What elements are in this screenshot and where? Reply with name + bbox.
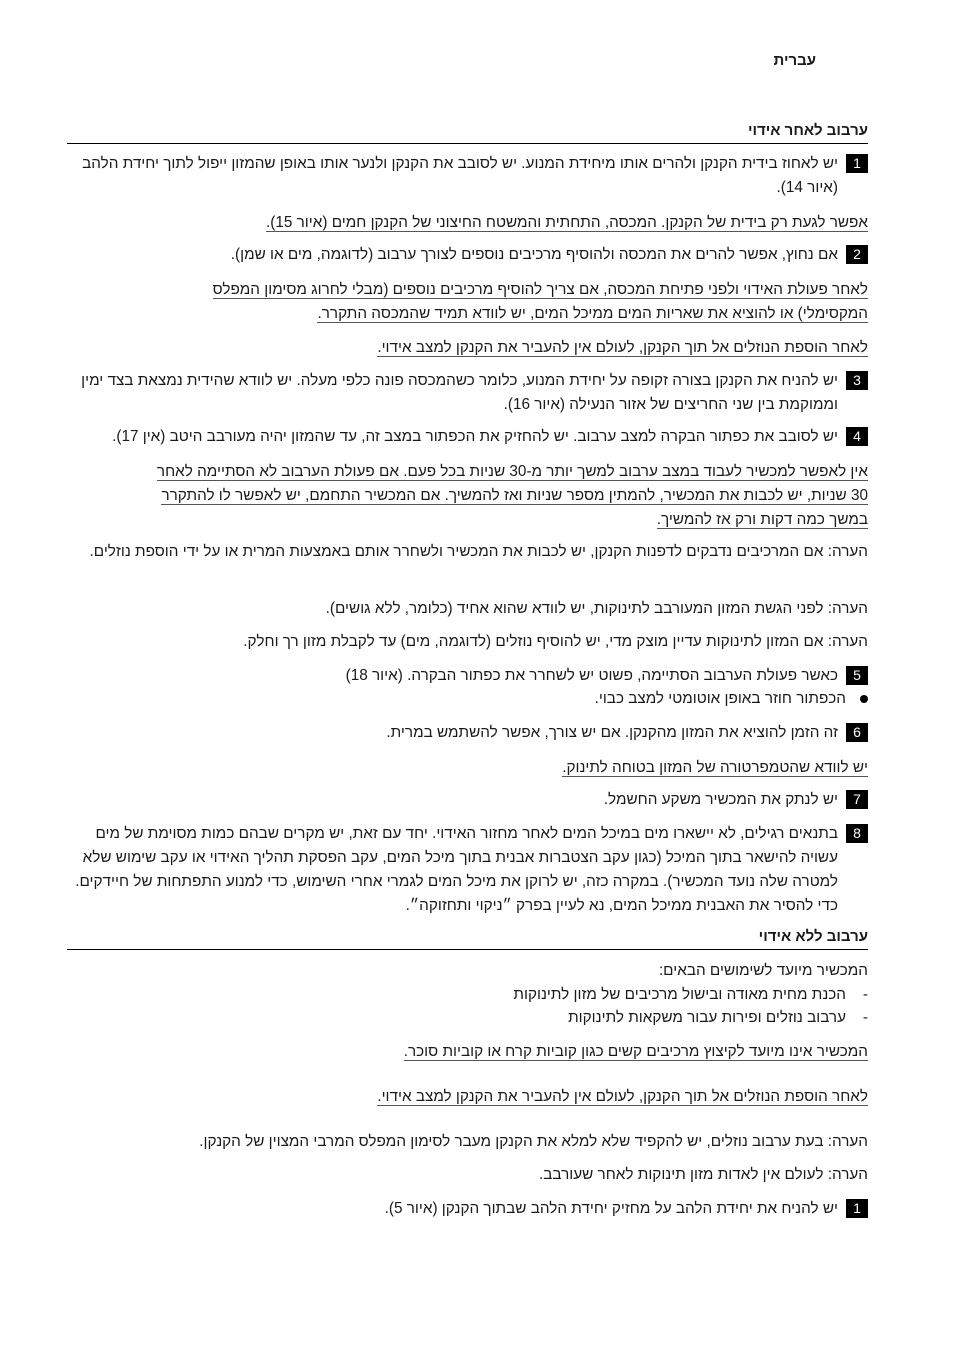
step-text: בתנאים רגילים, לא יישארו מים במיכל המים לאחר מחזור האידוי. יחד עם זאת, יש מקרים שבהם כמות מסוימת של מים עשויה להישאר בתוך המיכל (כגון עקב הצטברות אבנית בתוך מיכל המים, עקב הפסקת תהליך האידוי או עקב שימוש שלא למטרה שלה נועד המכשיר). במקרה כזה, יש לרוקן את מיכל המים לגמרי אחרי השימוש, כדי למנוע התפתחות של חיידקים. כדי להסיר את האבנית ממיכל המים, נא לעיין בפרק ״ניקוי ותחזוקה״. [75, 825, 838, 914]
warning: לאחר פעולת האידוי ולפני פתיחת המכסה, אם צריך להוסיף מרכיבים נוספים (מבלי לחרוג מסימון המפלס המקסימלי) או להוציא את שאריות המים ממיכל המים, יש לוודא תמיד שהמכסה התקרר. [212, 281, 868, 322]
step-3 [67, 369, 868, 417]
step-7 [67, 788, 868, 812]
step-number-badge: 2 [846, 245, 868, 264]
step-5 [67, 664, 868, 688]
warning: יש לוודא שהטמפרטורה של המזון בטוחה לתינוק. [562, 759, 868, 776]
note: הערה: לעולם אין לאדות מזון תינוקות לאחר שעורבב. [539, 1166, 868, 1183]
bullet-dot-icon [860, 695, 868, 703]
step-text: יש לאחוז בידית הקנקן ולהרים אותו מיחידת המנוע. יש לסובב את הקנקן ולנער אותו באופן שהמזון ייפול לתוך יחידת הלהב (איור 14). [82, 155, 838, 196]
warning: לאחר הוספת הנוזלים אל תוך הקנקן, לעולם אין להעביר את הקנקן למצב אידוי. [377, 339, 868, 356]
step-text: יש להניח את יחידת הלהב על מחזיק יחידת הלהב שבתוך הקנקן (איור 5). [384, 1200, 838, 1217]
step-1-blend [67, 1197, 868, 1221]
language-label: עברית [773, 52, 816, 69]
step-number-badge: 4 [846, 427, 868, 446]
warning: המכשיר אינו מיועד לקיצוץ מרכיבים קשים כגון קוביות קרח או קוביות סוכר. [403, 1043, 868, 1060]
warning: אפשר לגעת רק בידית של הקנקן. המכסה, התחתית והמשטח החיצוני של הקנקן חמים (איור 15). [266, 214, 868, 231]
note: הערה: אם המרכיבים נדבקים לדפנות הקנקן, יש לכבות את המכשיר ולשחרר אותם באמצעות המרית או על ידי הוספת נוזלים. [89, 543, 868, 560]
step-4 [67, 425, 868, 449]
step-text: כאשר פעולת הערבוב הסתיימה, פשוט יש לשחרר את כפתור הבקרה. (איור 18) [345, 667, 838, 684]
intro-text: המכשיר מיועד לשימושים הבאים: [658, 962, 868, 979]
step-text: אם נחוץ, אפשר להרים את המכסה ולהוסיף מרכיבים נוספים לצורך ערבוב (לדוגמה, מים או שמן). [230, 246, 838, 263]
note: הערה: בעת ערבוב נוזלים, יש להקפיד שלא למלא את הקנקן מעבר לסימון המפלס המרבי המצוין של הקנקן. [199, 1133, 868, 1150]
step-text: יש להניח את הקנקן בצורה זקופה על יחידת המנוע, כלומר כשהמכסה פונה כלפי מעלה. יש לוודא שהידית נמצאת בצד ימין וממוקמת בין שני החריצים של אזור הנעילה (איור 16). [81, 372, 838, 413]
step-number-badge: 3 [846, 371, 868, 390]
section-title-blending-after-steaming: ערבוב לאחר אידוי [67, 122, 868, 144]
section-title-blending-without-steaming: ערבוב ללא אידוי [67, 928, 868, 950]
bullet-item: הכפתור חוזר באופן אוטומטי למצב כבוי. [595, 688, 868, 710]
step-number-badge: 7 [846, 790, 868, 809]
list-item: -הכנת מחית מאודה ובישול מרכיבים של מזון לתינוקות [513, 986, 868, 1003]
step-2 [67, 243, 868, 267]
list-item: -ערבוב נוזלים ופירות עבור משקאות לתינוקות [568, 1009, 868, 1026]
step-1 [67, 152, 868, 200]
note: הערה: לפני הגשת המזון המעורבב לתינוקות, יש לוודא שהוא אחיד (כלומר, ללא גושים). [325, 600, 868, 617]
step-number-badge: 1 [846, 1199, 868, 1218]
step-text: זה הזמן להוציא את המזון מהקנקן. אם יש צורך, אפשר להשתמש במרית. [386, 724, 838, 741]
step-6 [67, 721, 868, 745]
step-8 [67, 822, 868, 918]
warning: אין לאפשר למכשיר לעבוד במצב ערבוב למשך יותר מ-30 שניות בכל פעם. אם פעולת הערבוב לא הסתיימה לאחר 30 שניות, יש לכבות את המכשיר, להמתין מספר שניות ואז להמשיך. אם המכשיר התחמם, יש לאפשר לו להתקרר במשך כמה דקות ורק אז להמשיך. [156, 463, 868, 528]
step-number-badge: 8 [846, 824, 868, 843]
note: הערה: אם המזון לתינוקות עדיין מוצק מדי, יש להוסיף נוזלים (לדוגמה, מים) עד לקבלת מזון רך וחלק. [243, 633, 868, 650]
step-number-badge: 6 [846, 723, 868, 742]
step-text: יש לנתק את המכשיר משקע החשמל. [603, 791, 838, 808]
step-text: יש לסובב את כפתור הבקרה למצב ערבוב. יש להחזיק את הכפתור במצב זה, עד שהמזון יהיה מעורבב היטב (אין 17). [112, 428, 838, 445]
step-number-badge: 5 [846, 666, 868, 685]
step-number-badge: 1 [846, 154, 868, 173]
warning: לאחר הוספת הנוזלים אל תוך הקנקן, לעולם אין להעביר את הקנקן למצב אידוי. [377, 1088, 868, 1105]
